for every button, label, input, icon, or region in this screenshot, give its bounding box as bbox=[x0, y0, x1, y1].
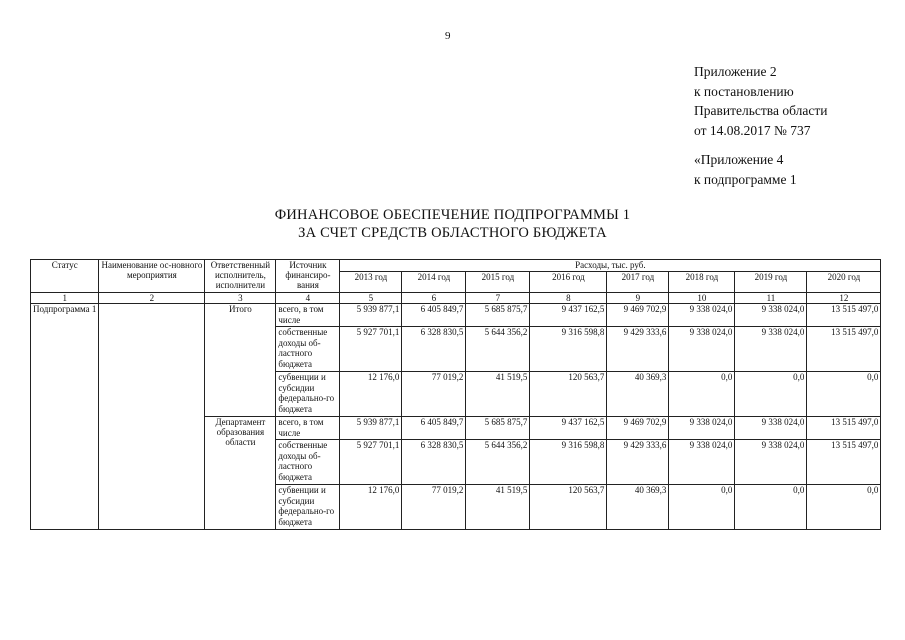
appendix-inner-line-2: к подпрограмме 1 bbox=[694, 171, 797, 187]
year-cell: 2013 год bbox=[340, 272, 402, 293]
col-number: 11 bbox=[735, 293, 807, 304]
source-cell: субвенции и субсидии федерально-го бюджета bbox=[276, 485, 340, 530]
value-cell: 9 338 024,0 bbox=[669, 440, 735, 485]
value-cell: 12 176,0 bbox=[340, 372, 402, 417]
value-cell: 9 338 024,0 bbox=[735, 304, 807, 327]
col-number: 5 bbox=[340, 293, 402, 304]
page-number: 9 bbox=[445, 30, 451, 42]
value-cell: 5 927 701,1 bbox=[340, 327, 402, 372]
year-cell: 2014 год bbox=[402, 272, 466, 293]
header-name: Наименование ос-новного мероприятия bbox=[99, 260, 205, 293]
value-cell: 40 369,3 bbox=[607, 372, 669, 417]
col-number: 12 bbox=[807, 293, 881, 304]
appendix-line-1: Приложение 2 bbox=[694, 64, 777, 79]
year-cell: 2016 год bbox=[530, 272, 607, 293]
column-numbers-row bbox=[31, 293, 881, 304]
value-cell: 13 515 497,0 bbox=[807, 417, 881, 440]
year-cell: 2018 год bbox=[669, 272, 735, 293]
value-cell: 5 644 356,2 bbox=[466, 327, 530, 372]
value-cell: 41 519,5 bbox=[466, 485, 530, 530]
appendix-header bbox=[694, 62, 827, 140]
year-cell: 2015 год bbox=[466, 272, 530, 293]
value-cell: 0,0 bbox=[735, 485, 807, 530]
value-cell: 9 469 702,9 bbox=[607, 417, 669, 440]
table-row bbox=[31, 304, 881, 327]
value-cell: 6 405 849,7 bbox=[402, 304, 466, 327]
value-cell: 5 939 877,1 bbox=[340, 417, 402, 440]
value-cell: 13 515 497,0 bbox=[807, 327, 881, 372]
col-number: 3 bbox=[205, 293, 276, 304]
value-cell: 13 515 497,0 bbox=[807, 440, 881, 485]
year-cell: 2020 год bbox=[807, 272, 881, 293]
value-cell: 6 328 830,5 bbox=[402, 440, 466, 485]
value-cell: 5 644 356,2 bbox=[466, 440, 530, 485]
source-cell: субвенции и субсидии федерально-го бюджета bbox=[276, 372, 340, 417]
source-cell: собственные доходы об-ластного бюджета bbox=[276, 327, 340, 372]
value-cell: 0,0 bbox=[807, 485, 881, 530]
value-cell: 120 563,7 bbox=[530, 485, 607, 530]
col-number: 10 bbox=[669, 293, 735, 304]
appendix-line-2: к постановлению bbox=[694, 83, 794, 99]
appendix-inner-header bbox=[694, 150, 797, 189]
title-line-2: ЗА СЧЕТ СРЕДСТВ ОБЛАСТНОГО БЮДЖЕТА bbox=[298, 225, 607, 241]
appendix-inner-line-1: «Приложение 4 bbox=[694, 152, 784, 167]
col-number: 9 bbox=[607, 293, 669, 304]
value-cell: 0,0 bbox=[807, 372, 881, 417]
value-cell: 5 939 877,1 bbox=[340, 304, 402, 327]
source-cell: собственные доходы об-ластного бюджета bbox=[276, 440, 340, 485]
financing-table bbox=[30, 259, 881, 530]
value-cell: 77 019,2 bbox=[402, 485, 466, 530]
header-source: Источник финансиро-вания bbox=[276, 260, 340, 293]
header-executor: Ответственный исполнитель, исполнители bbox=[205, 260, 276, 293]
value-cell: 41 519,5 bbox=[466, 372, 530, 417]
col-number: 4 bbox=[276, 293, 340, 304]
table-header-row bbox=[31, 260, 881, 272]
value-cell: 0,0 bbox=[735, 372, 807, 417]
value-cell: 9 469 702,9 bbox=[607, 304, 669, 327]
value-cell: 77 019,2 bbox=[402, 372, 466, 417]
value-cell: 9 437 162,5 bbox=[530, 417, 607, 440]
value-cell: 9 429 333,6 bbox=[607, 327, 669, 372]
value-cell: 6 405 849,7 bbox=[402, 417, 466, 440]
value-cell: 5 685 875,7 bbox=[466, 304, 530, 327]
value-cell: 5 685 875,7 bbox=[466, 417, 530, 440]
col-number: 1 bbox=[31, 293, 99, 304]
value-cell: 13 515 497,0 bbox=[807, 304, 881, 327]
year-cell: 2017 год bbox=[607, 272, 669, 293]
col-number: 2 bbox=[99, 293, 205, 304]
col-number: 7 bbox=[466, 293, 530, 304]
value-cell: 0,0 bbox=[669, 372, 735, 417]
header-expenses: Расходы, тыс. руб. bbox=[340, 260, 881, 272]
value-cell: 6 328 830,5 bbox=[402, 327, 466, 372]
title-line-1: ФИНАНСОВОЕ ОБЕСПЕЧЕНИЕ ПОДПРОГРАММЫ 1 bbox=[274, 207, 631, 223]
header-status: Статус bbox=[31, 260, 99, 293]
value-cell: 5 927 701,1 bbox=[340, 440, 402, 485]
value-cell: 9 316 598,8 bbox=[530, 440, 607, 485]
executor-cell: Итого bbox=[205, 304, 276, 417]
value-cell: 0,0 bbox=[669, 485, 735, 530]
appendix-line-4: от 14.08.2017 № 737 bbox=[694, 122, 811, 138]
value-cell: 40 369,3 bbox=[607, 485, 669, 530]
value-cell: 9 338 024,0 bbox=[735, 440, 807, 485]
name-cell bbox=[99, 304, 205, 530]
value-cell: 9 338 024,0 bbox=[735, 417, 807, 440]
year-cell: 2019 год bbox=[735, 272, 807, 293]
appendix-line-3: Правительства области bbox=[694, 103, 828, 118]
value-cell: 9 429 333,6 bbox=[607, 440, 669, 485]
document-title bbox=[0, 206, 905, 242]
value-cell: 12 176,0 bbox=[340, 485, 402, 530]
value-cell: 9 437 162,5 bbox=[530, 304, 607, 327]
col-number: 6 bbox=[402, 293, 466, 304]
value-cell: 9 338 024,0 bbox=[669, 304, 735, 327]
source-cell: всего, в том числе bbox=[276, 304, 340, 327]
col-number: 8 bbox=[530, 293, 607, 304]
value-cell: 9 338 024,0 bbox=[735, 327, 807, 372]
value-cell: 120 563,7 bbox=[530, 372, 607, 417]
executor-cell: Департамент образования области bbox=[205, 417, 276, 530]
source-cell: всего, в том числе bbox=[276, 417, 340, 440]
value-cell: 9 338 024,0 bbox=[669, 327, 735, 372]
value-cell: 9 338 024,0 bbox=[669, 417, 735, 440]
value-cell: 9 316 598,8 bbox=[530, 327, 607, 372]
status-cell: Подпрограмма 1 bbox=[31, 304, 99, 530]
